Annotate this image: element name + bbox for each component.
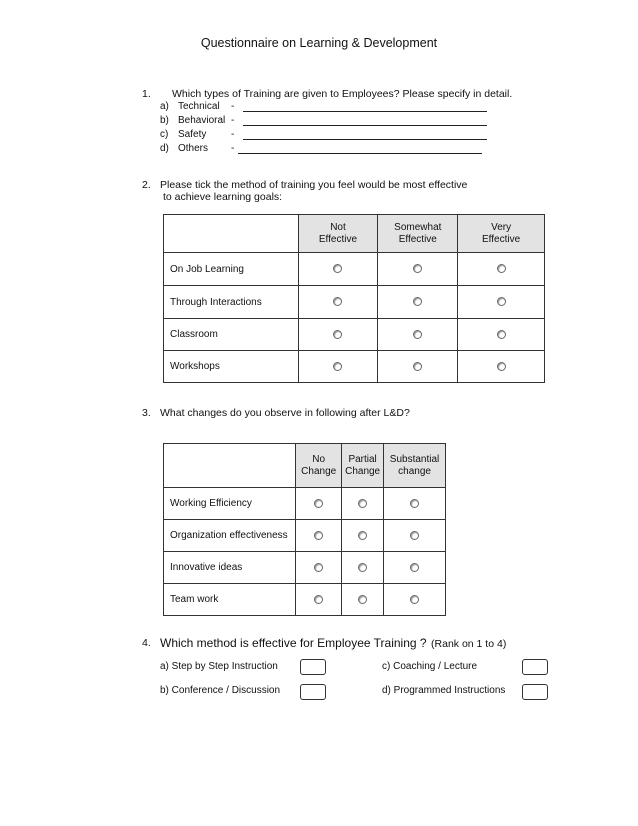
q4-option-c-label: c) Coaching / Lecture <box>382 661 478 672</box>
table-row <box>164 319 545 351</box>
q1-option-a-dash: - <box>231 101 235 112</box>
radio-button[interactable] <box>314 563 323 572</box>
q3-row-label: Innovative ideas <box>164 552 296 584</box>
q2-row-label: Through Interactions <box>164 286 299 319</box>
q3-header-blank <box>164 444 296 488</box>
q1-option-a-letter: a) <box>160 101 169 112</box>
q1-option-b-dash: - <box>231 115 235 126</box>
q1-option-b-answer-line[interactable] <box>243 125 487 126</box>
table-row <box>164 351 545 383</box>
q2-text-line2: to achieve learning goals: <box>163 191 283 203</box>
table-row <box>164 488 446 520</box>
q2-header-somewhat-effective: Somewhat Effective <box>378 215 458 253</box>
table-row <box>164 552 446 584</box>
q2-number: 2. <box>142 179 151 191</box>
q3-row-label: Team work <box>164 584 296 616</box>
radio-button[interactable] <box>410 499 419 508</box>
q1-option-a-answer-line[interactable] <box>243 111 487 112</box>
q1-option-c-letter: c) <box>160 129 169 140</box>
radio-button[interactable] <box>314 595 323 604</box>
q1-option-d-answer-line[interactable] <box>238 153 482 154</box>
q4-rank-note: (Rank on 1 to 4) <box>431 638 507 650</box>
q3-header-substantial-change: Substantial change <box>384 444 446 488</box>
q1-option-d-letter: d) <box>160 143 169 154</box>
radio-button[interactable] <box>410 531 419 540</box>
radio-button[interactable] <box>333 264 342 273</box>
q4-option-b-rank-box[interactable] <box>300 684 326 700</box>
q2-header-very-effective: Very Effective <box>458 215 545 253</box>
table-row <box>164 286 545 319</box>
q3-changes-table <box>163 443 446 616</box>
q2-row-label: Workshops <box>164 351 299 383</box>
radio-button[interactable] <box>314 499 323 508</box>
q1-option-b-label: Behavioral <box>178 115 226 126</box>
q3-text: What changes do you observe in following after L&D? <box>160 407 410 419</box>
q1-option-c-answer-line[interactable] <box>243 139 487 140</box>
radio-button[interactable] <box>413 297 422 306</box>
q4-option-d-rank-box[interactable] <box>522 684 548 700</box>
radio-button[interactable] <box>413 264 422 273</box>
q3-header-partial-change: Partial Change <box>342 444 384 488</box>
q2-row-label: On Job Learning <box>164 253 299 286</box>
radio-button[interactable] <box>358 499 367 508</box>
table-row <box>164 253 545 286</box>
q4-option-d-label: d) Programmed Instructions <box>382 685 506 696</box>
q4-question <box>160 634 506 652</box>
q2-header-blank <box>164 215 299 253</box>
q3-number: 3. <box>142 407 151 419</box>
q4-option-c-rank-box[interactable] <box>522 659 548 675</box>
radio-button[interactable] <box>497 264 506 273</box>
q1-option-a-label: Technical <box>178 101 220 112</box>
radio-button[interactable] <box>497 297 506 306</box>
radio-button[interactable] <box>497 330 506 339</box>
table-row <box>164 520 446 552</box>
q4-text: Which method is effective for Employee Training ? <box>160 636 427 650</box>
q1-option-d-label: Others <box>178 143 209 154</box>
q3-row-label: Working Efficiency <box>164 488 296 520</box>
radio-button[interactable] <box>410 595 419 604</box>
radio-button[interactable] <box>333 297 342 306</box>
q4-option-a-rank-box[interactable] <box>300 659 326 675</box>
q1-option-c-label: Safety <box>178 129 207 140</box>
radio-button[interactable] <box>413 330 422 339</box>
page-title: Questionnaire on Learning & Development <box>200 36 438 50</box>
q2-text-line1: Please tick the method of training you feel would be most effective <box>160 179 468 191</box>
q3-header-no-change: No Change <box>296 444 342 488</box>
radio-button[interactable] <box>358 595 367 604</box>
radio-button[interactable] <box>333 362 342 371</box>
table-row <box>164 584 446 616</box>
radio-button[interactable] <box>413 362 422 371</box>
q1-option-c-dash: - <box>231 129 235 140</box>
q4-option-a-label: a) Step by Step Instruction <box>160 661 278 672</box>
q4-option-b-label: b) Conference / Discussion <box>160 685 281 696</box>
q2-row-label: Classroom <box>164 319 299 351</box>
q2-effectiveness-table <box>163 214 545 383</box>
q2-header-not-effective: Not Effective <box>298 215 378 253</box>
q1-option-b-letter: b) <box>160 115 169 126</box>
radio-button[interactable] <box>358 531 367 540</box>
radio-button[interactable] <box>358 563 367 572</box>
q1-option-d-dash: - <box>231 143 235 154</box>
q1-text: Which types of Training are given to Employees? Please specify in detail. <box>172 88 513 100</box>
radio-button[interactable] <box>410 563 419 572</box>
q4-number: 4. <box>142 637 151 649</box>
radio-button[interactable] <box>333 330 342 339</box>
q1-number: 1. <box>142 88 151 100</box>
radio-button[interactable] <box>314 531 323 540</box>
radio-button[interactable] <box>497 362 506 371</box>
q3-row-label: Organization effectiveness <box>164 520 296 552</box>
